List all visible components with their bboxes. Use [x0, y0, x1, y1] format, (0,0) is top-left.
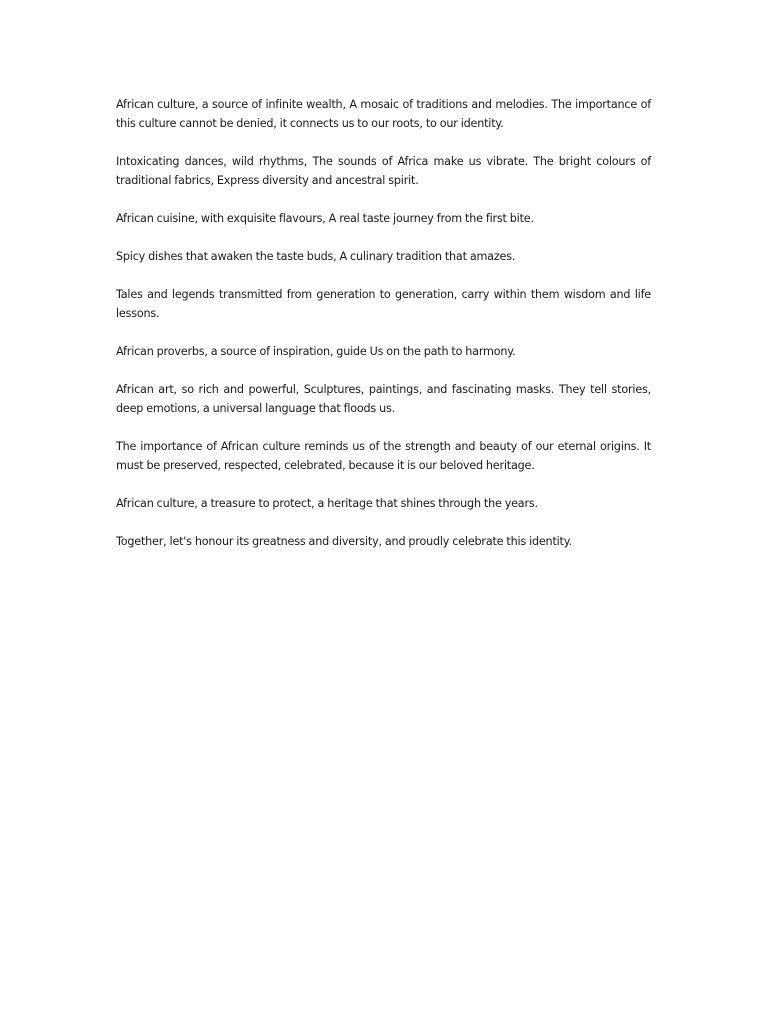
paragraph-5: Tales and legends transmitted from generation to generation, carry within them wisdom and life lessons. [116, 288, 651, 320]
paragraph-8: The importance of African culture reminds us of the strength and beauty of our eternal origins. It must be preserved, respected, celebrated, because it is our beloved heritage. [116, 440, 651, 472]
paragraph-1: African culture, a source of infinite wealth, A mosaic of traditions and melodies. The importance of this culture cannot be denied, it connects us to our roots, to our identity. [116, 98, 651, 130]
paragraph-9: African culture, a treasure to protect, a heritage that shines through the years. [116, 497, 538, 510]
paragraph-6: African proverbs, a source of inspiration, guide Us on the path to harmony. [116, 345, 516, 358]
paragraph-10: Together, let's honour its greatness and diversity, and proudly celebrate this identity. [116, 535, 572, 548]
paragraph-2: Intoxicating dances, wild rhythms, The sounds of Africa make us vibrate. The bright colours of traditional fabrics, Express diversity and ancestral spirit. [116, 155, 651, 187]
paragraph-3: African cuisine, with exquisite flavours, A real taste journey from the first bite. [116, 212, 534, 225]
document-body [116, 95, 651, 570]
paragraph-4: Spicy dishes that awaken the taste buds, A culinary tradition that amazes. [116, 250, 516, 263]
paragraph-7: African art, so rich and powerful, Sculptures, paintings, and fascinating masks. They tell stories, deep emotions, a universal language that floods us. [116, 383, 651, 415]
